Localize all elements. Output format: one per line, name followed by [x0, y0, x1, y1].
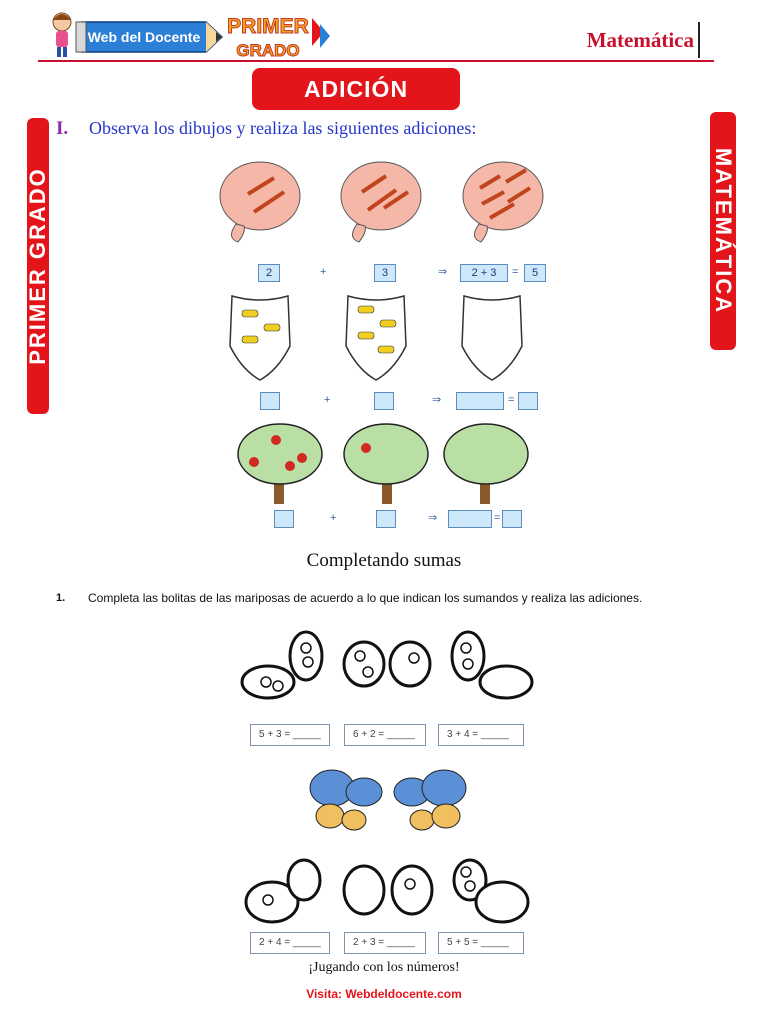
- sum-prompt[interactable]: 5 + 5 = _____: [438, 932, 524, 954]
- web-del-docente-logo: [46, 8, 336, 62]
- butterfly-outline: [344, 642, 430, 686]
- worksheet-title: ADICIÓN: [252, 68, 460, 110]
- blue-butterfly-image: [310, 770, 382, 830]
- shield-image-empty: [462, 296, 522, 380]
- side-label-right-text: MATEMÁTICA: [711, 147, 736, 315]
- apple-tree-image: [238, 424, 322, 504]
- sum-expression-box: 2 + 3: [460, 264, 508, 282]
- item-instruction: Completa las bolitas de las mariposas de acuerdo a lo que indican los sumandos y realiza las adiciones.: [88, 591, 643, 605]
- addition-exercise-grid: [218, 158, 558, 534]
- addend-one-answer[interactable]: [274, 510, 294, 528]
- sum-prompt[interactable]: 2 + 4 = _____: [250, 932, 330, 954]
- butterfly-row-bottom: [238, 846, 538, 932]
- sum-prompt[interactable]: 3 + 4 = _____: [438, 724, 524, 746]
- side-label-right: [710, 112, 736, 350]
- subject-title: Matemática: [586, 28, 694, 52]
- apple-tree-image: [344, 424, 428, 504]
- shield-row: [218, 292, 558, 384]
- plus-sign: +: [330, 512, 337, 524]
- page-header: [0, 0, 768, 64]
- section-instruction: Observa los dibujos y realiza las siguientes adiciones:: [89, 118, 477, 138]
- butterfly-outline: [246, 860, 320, 922]
- side-label-left: [27, 118, 49, 414]
- butterfly-row-top: [238, 624, 538, 714]
- equals-sign: =: [508, 394, 515, 406]
- sum-prompt[interactable]: 6 + 2 = _____: [344, 724, 426, 746]
- balloon-row: [218, 158, 558, 250]
- butterfly-outline: [452, 632, 532, 698]
- sum-expression-answer[interactable]: [456, 392, 504, 410]
- plus-sign: +: [320, 266, 327, 278]
- header-rule: [38, 60, 714, 62]
- addend-two-answer[interactable]: [374, 392, 394, 410]
- addend-two-box: 3: [374, 264, 396, 282]
- sum-result-box: 5: [524, 264, 546, 282]
- blue-butterfly-image: [394, 770, 466, 830]
- colored-butterflies: [306, 764, 470, 836]
- addend-one-box: 2: [258, 264, 280, 282]
- tree-image: [444, 424, 528, 504]
- balloon-image: [220, 162, 300, 242]
- footer-link[interactable]: Visita: Webdeldocente.com: [306, 987, 462, 1001]
- section-heading: Completando sumas: [306, 550, 462, 571]
- addend-one-answer[interactable]: [260, 392, 280, 410]
- arrow-sign: ⇒: [428, 512, 438, 524]
- butterfly-outline: [454, 860, 528, 922]
- side-label-left-text: PRIMER GRADO: [25, 167, 50, 365]
- sum-result-answer[interactable]: [518, 392, 538, 410]
- butterfly-outline: [242, 632, 322, 698]
- balloon-image: [341, 162, 421, 242]
- butterfly-outline: [344, 866, 432, 914]
- sum-expression-answer[interactable]: [448, 510, 492, 528]
- section-numeral: I.: [56, 118, 69, 139]
- badge-line-2: GRADO: [236, 41, 300, 60]
- sum-result-answer[interactable]: [502, 510, 522, 528]
- tree-row: [218, 418, 558, 508]
- sum-prompt[interactable]: 5 + 3 = _____: [250, 724, 330, 746]
- arrow-sign: ⇒: [438, 266, 448, 278]
- butterfly-exercise: [238, 624, 538, 948]
- footer-caption: ¡Jugando con los números!: [308, 960, 460, 975]
- arrow-sign: ⇒: [432, 394, 442, 406]
- shield-image: [230, 296, 290, 380]
- badge-line-1: PRIMER: [227, 15, 309, 38]
- addend-two-answer[interactable]: [376, 510, 396, 528]
- logo-text: Web del Docente: [87, 29, 201, 45]
- equals-sign: =: [512, 266, 519, 278]
- item-number: 1.: [56, 592, 66, 604]
- plus-sign: +: [324, 394, 331, 406]
- shield-image: [346, 296, 406, 380]
- balloon-image: [463, 162, 543, 242]
- header-divider: [698, 22, 700, 58]
- sum-prompt[interactable]: 2 + 3 = _____: [344, 932, 426, 954]
- equals-sign: =: [494, 512, 501, 524]
